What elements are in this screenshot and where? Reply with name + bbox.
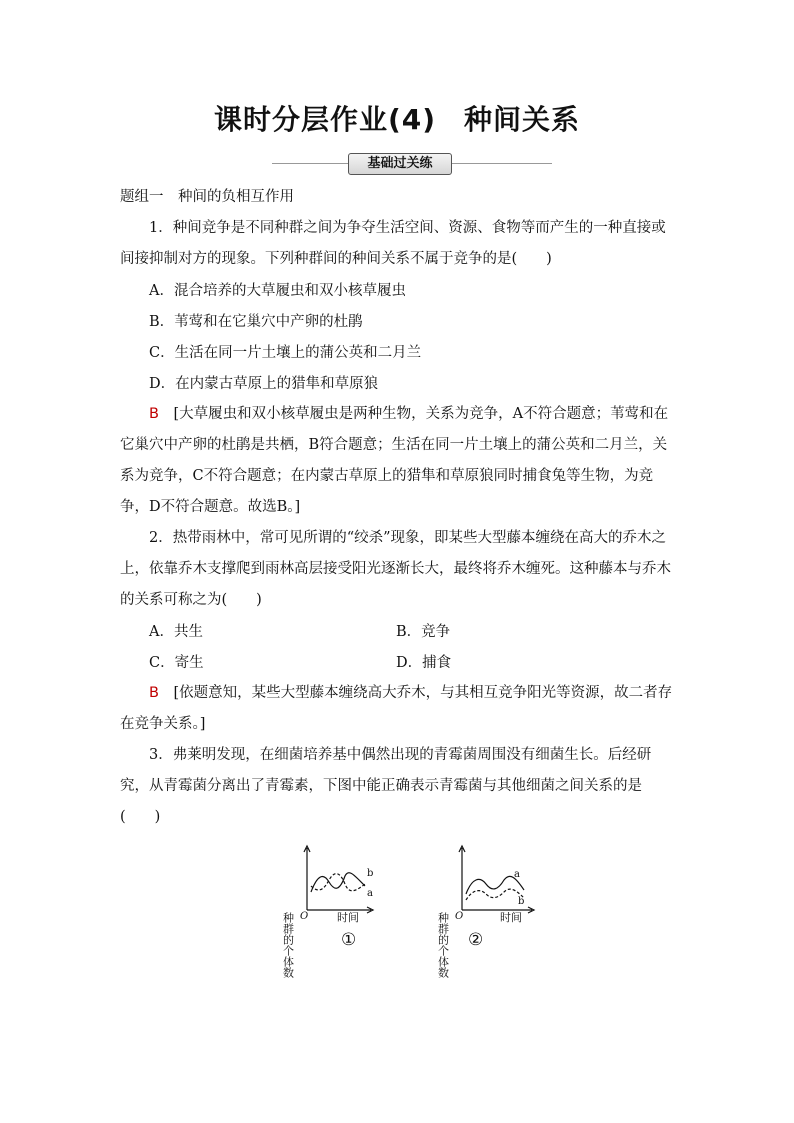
q2-option-c: C．寄生 [149, 655, 204, 671]
figure-2-origin: O [455, 911, 464, 922]
figure-2-curve-b: b [518, 896, 525, 907]
figure-1-origin: O [300, 911, 309, 922]
figure-2 [436, 842, 555, 978]
figure-1-label: ① [341, 930, 357, 950]
q1-option-b: B．苇莺和在它巢穴中产卵的杜鹃 [149, 314, 363, 330]
q2-option-a: A．共生 [149, 624, 203, 640]
section-banner [272, 153, 552, 175]
figure-2-label: ② [468, 930, 484, 950]
question-3-stem: 3．弗莱明发现，在细菌培养基中偶然出现的青霉菌周围没有细菌生长。后经研究，从青霉菌分离出了青霉素，下图中能正确表示青霉菌与其他细菌之间关系的是( ) [120, 747, 652, 825]
q1-explain-text: [大草履虫和双小核草履虫是两种生物，关系为竞争，A不符合题意；苇莺和在它巢穴中产卵的杜鹃是共栖，B符合题意；生活在同一片土壤上的蒲公英和二月兰，关系为竞争，C不符合题意；在内蒙古草原上的猎隼和草原狼同时捕食兔等生物，为竞争，D不符合题意。故选B。] [120, 406, 669, 515]
group-heading: 题组一 种间的负相互作用 [120, 189, 294, 205]
q1-option-d: D．在内蒙古草原上的猎隼和草原狼 [149, 376, 379, 392]
question-2-stem: 2．热带雨林中，常可见所谓的“绞杀”现象，即某些大型藤本缠绕在高大的乔木之上，依靠乔木支撑爬到雨林高层接受阳光逐渐长大，最终将乔木缠死。这种藤本与乔木的关系可称之为( ) [120, 530, 671, 608]
figure-2-curve-a: a [514, 869, 520, 880]
q1-option-a: A．混合培养的大草履虫和双小核草履虫 [149, 283, 406, 299]
figure-2-ylabel: 种群的个体数 [436, 912, 450, 978]
q2-explain-text: [依题意知，某些大型藤本缠绕高大乔木，与其相互竞争阳光等资源，故二者存在竞争关系。] [120, 685, 673, 732]
figure-1 [281, 842, 395, 978]
q2-option-d: D．捕食 [396, 655, 452, 671]
figure-1-xlabel: 时间 [337, 911, 359, 924]
q1-answer: B [149, 406, 159, 422]
figure-1-ylabel: 种群的个体数 [281, 912, 295, 978]
title-main: 课时分层作业(4) [213, 103, 437, 136]
figure-1-curve-a: a [367, 888, 373, 899]
page-title [0, 98, 794, 138]
q1-option-c: C．生活在同一片土壤上的蒲公英和二月兰 [149, 345, 422, 361]
q2-option-b: B．竞争 [396, 624, 451, 640]
banner-label: 基础过关练 [348, 153, 452, 175]
title-sub: 种间关系 [464, 103, 581, 136]
q2-answer: B [149, 685, 159, 701]
question-1-stem: 1．种间竞争是不同种群之间为争夺生活空间、资源、食物等而产生的一种直接或间接抑制对方的现象。下列种群间的种间关系不属于竞争的是( ) [120, 220, 666, 267]
q2-explanation [120, 678, 680, 740]
figure-1-curve-b: b [367, 868, 374, 879]
q1-explanation [120, 399, 680, 523]
figure-2-xlabel: 时间 [500, 911, 522, 924]
